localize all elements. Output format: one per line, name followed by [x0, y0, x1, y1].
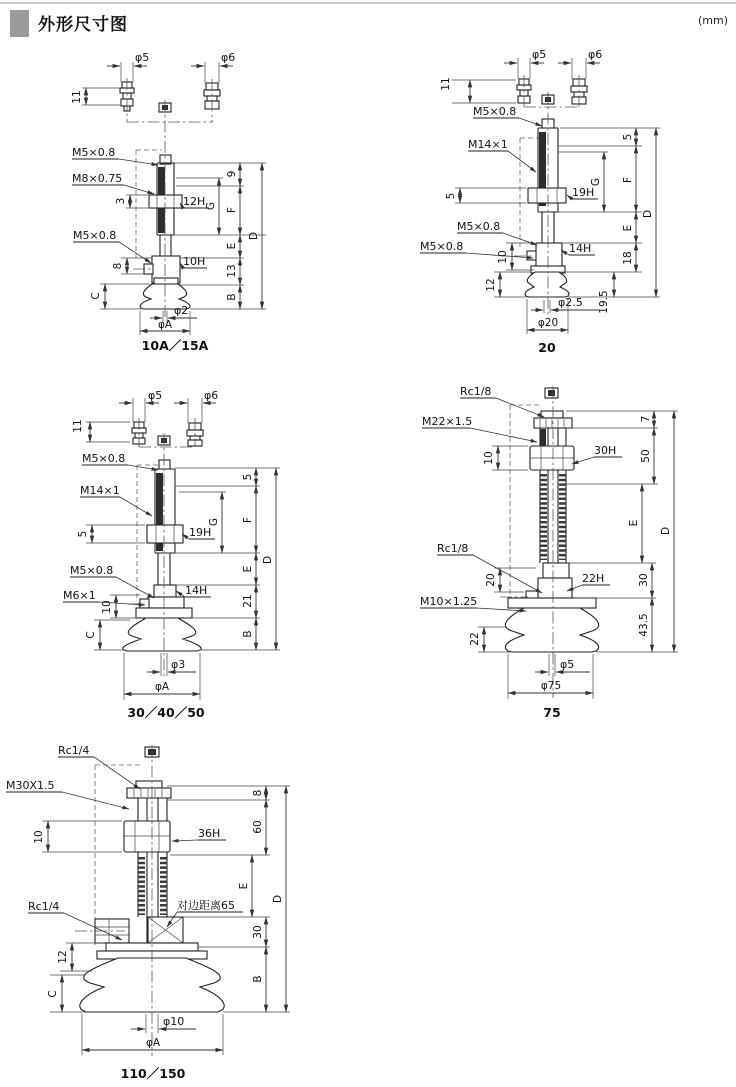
dim-label: D	[272, 894, 284, 904]
drawing-10a-15a	[71, 51, 266, 353]
dim-label: 12	[485, 278, 497, 292]
dim-label: 18	[622, 251, 634, 265]
dim-label: 11	[71, 90, 83, 104]
page-title: 外形尺寸图	[38, 15, 128, 35]
model-caption: 20	[538, 340, 556, 355]
drawing-20	[420, 48, 660, 355]
thread-label: M6×1	[63, 589, 96, 602]
model-caption: 75	[543, 705, 561, 720]
diameter-label: φA	[157, 319, 173, 331]
thread-label: M14×1	[80, 484, 120, 497]
dim-label: D	[248, 231, 260, 241]
hex-label: 14H	[185, 584, 208, 597]
dim-label: 19.5	[598, 290, 610, 314]
dim-label: D	[660, 526, 672, 536]
dim-label: B	[226, 293, 238, 301]
dim-label: F	[622, 176, 634, 184]
hex-label: 14H	[569, 242, 592, 255]
model-caption: 10A／15A	[141, 338, 209, 353]
dim-label: 22	[469, 632, 481, 646]
hex-label: 19H	[189, 526, 212, 539]
dim-label: D	[262, 555, 274, 565]
dim-label: 30	[252, 925, 264, 939]
diameter-label: φ6	[588, 48, 603, 61]
dim-label: G	[590, 177, 602, 187]
dim-label: 11	[72, 419, 84, 433]
dim-label: 43.5	[638, 613, 650, 637]
dim-label: 12	[57, 950, 69, 964]
diameter-label: φ75	[540, 680, 562, 692]
dim-label: E	[622, 224, 634, 232]
dim-label: 8	[112, 262, 124, 270]
thread-label: M22×1.5	[422, 415, 473, 428]
dim-label: 13	[226, 264, 238, 278]
diameter-label: φ2	[174, 304, 189, 317]
dim-label: E	[226, 242, 238, 250]
dim-label: 5	[242, 473, 254, 481]
diameter-label: φ5	[148, 389, 163, 402]
dim-label: 21	[242, 594, 254, 608]
diameter-label: φ6	[204, 389, 219, 402]
dim-label: E	[628, 519, 640, 527]
dim-label: 11	[440, 77, 452, 91]
drawing-75	[420, 385, 678, 720]
dim-label: 3	[115, 197, 127, 205]
diameter-label: φ10	[163, 1015, 185, 1028]
thread-label: M14×1	[468, 138, 508, 151]
diameter-label: φ2.5	[558, 296, 583, 309]
hex-label: 30H	[594, 444, 617, 457]
thread-label: M5×0.8	[420, 240, 464, 253]
thread-label: M8×0.75	[72, 172, 123, 185]
thread-label: M5×0.8	[73, 229, 117, 242]
dim-label: 10	[483, 451, 495, 465]
dim-label: C	[90, 292, 102, 300]
model-caption: 110／150	[120, 1066, 186, 1081]
hex-label: 19H	[572, 186, 595, 199]
dim-label: 5	[622, 133, 634, 141]
hex-label: 36H	[198, 827, 221, 840]
diameter-label: φ5	[135, 51, 150, 64]
dim-label: B	[242, 630, 254, 638]
diameter-label: φ5	[560, 658, 575, 671]
thread-label: Rc1/4	[58, 744, 90, 757]
hex-label: 12H	[183, 195, 206, 208]
dim-label: F	[242, 516, 254, 524]
thread-label: M5×0.8	[70, 564, 114, 577]
dim-label: F	[226, 206, 238, 214]
diameter-label: φ6	[221, 51, 236, 64]
thread-label: M5×0.8	[82, 452, 126, 465]
model-caption: 30／40／50	[127, 705, 205, 720]
dim-label: B	[252, 975, 264, 983]
diameter-label: φ20	[537, 317, 559, 329]
dim-label: G	[208, 517, 220, 527]
hex-label: 22H	[582, 572, 605, 585]
dim-label: 30	[638, 573, 650, 587]
thread-label: M5×0.8	[72, 146, 116, 159]
hex-label: 10H	[183, 255, 206, 268]
drawing-110-150	[6, 744, 290, 1081]
diameter-label: φA	[154, 681, 170, 693]
thread-label: Rc1/8	[460, 385, 492, 398]
flats-label: 对边距离65	[177, 899, 235, 912]
dim-label: G	[205, 201, 217, 211]
dim-label: 10	[101, 600, 113, 614]
thread-label: M30X1.5	[6, 779, 55, 792]
thread-label: Rc1/4	[28, 900, 60, 913]
dim-label: 8	[252, 789, 264, 797]
drawing-30-40-50	[63, 389, 280, 720]
thread-label: M5×0.8	[457, 220, 501, 233]
unit-label: (mm)	[697, 14, 728, 27]
diameter-label: φ5	[532, 48, 547, 61]
dim-label: C	[85, 631, 97, 639]
thread-label: Rc1/8	[437, 542, 469, 555]
dim-label: 60	[252, 820, 264, 834]
thread-label: M5×0.8	[473, 105, 517, 118]
dim-label: 20	[485, 573, 497, 587]
dim-label: 10	[497, 250, 509, 264]
dim-label: 10	[33, 830, 45, 844]
diameter-label: φA	[145, 1037, 161, 1049]
dim-label: 9	[226, 170, 238, 178]
dim-label: D	[642, 209, 654, 219]
dim-label: 5	[445, 192, 457, 200]
diameter-label: φ3	[171, 658, 186, 671]
dim-label: E	[242, 565, 254, 573]
dim-label: 50	[640, 449, 652, 463]
dim-label: C	[47, 990, 59, 998]
dim-label: 5	[77, 530, 89, 538]
dim-label: 7	[640, 415, 652, 423]
thread-label: M10×1.25	[420, 595, 478, 608]
dim-label: E	[238, 882, 250, 890]
